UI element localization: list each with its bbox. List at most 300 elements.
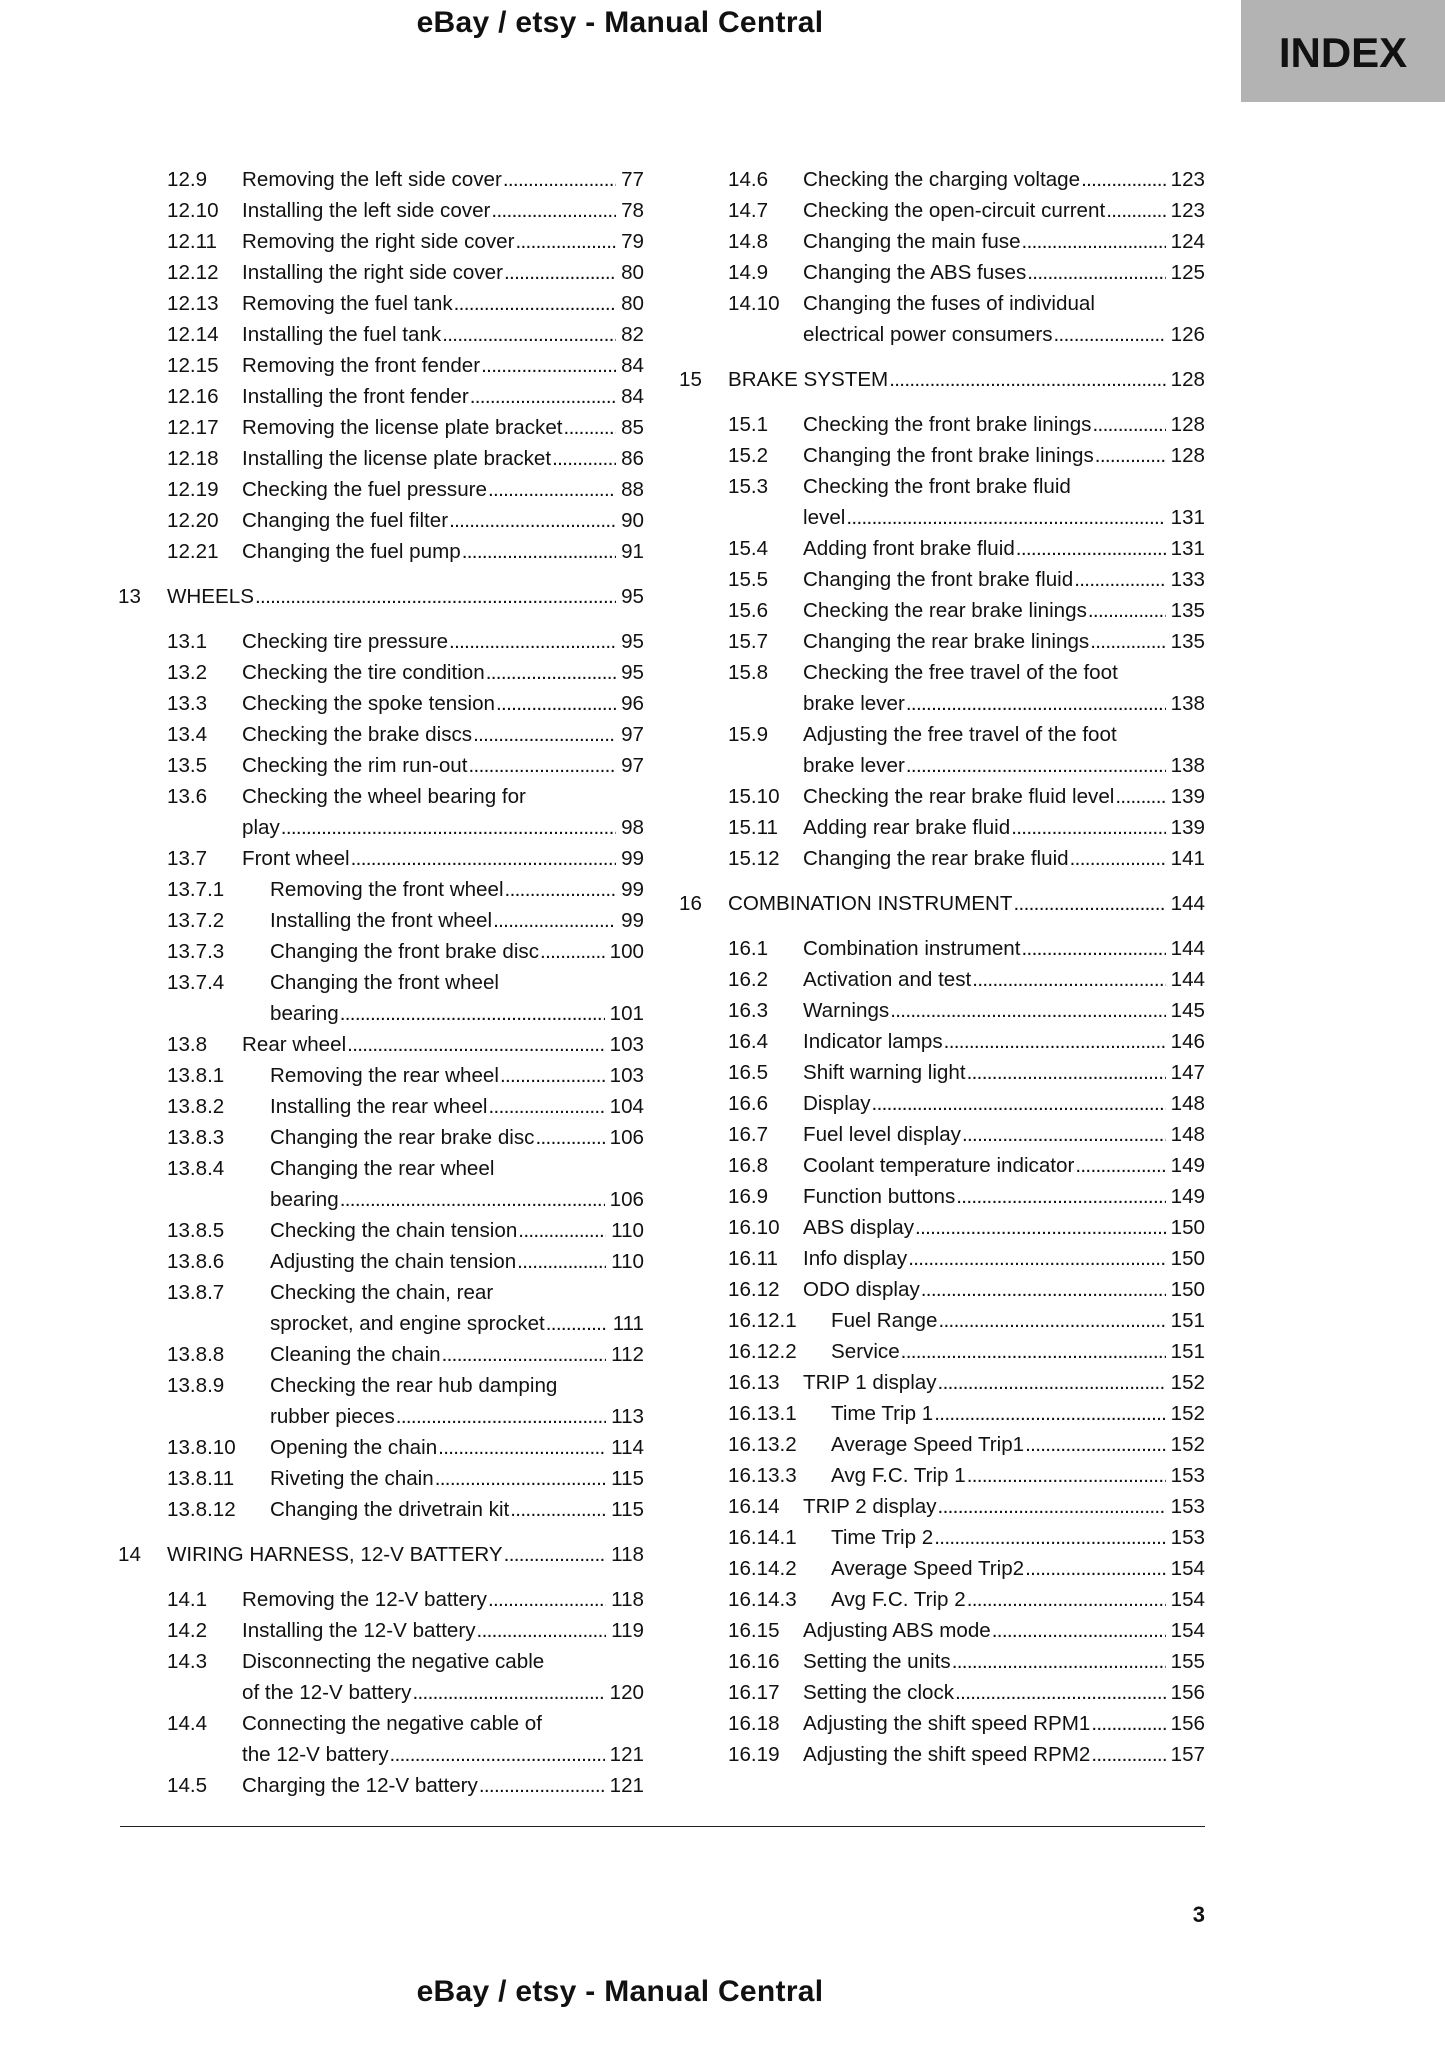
toc-entry-page: 82 [621, 323, 644, 346]
toc-entry [118, 781, 644, 843]
toc-entry-number: 12.10 [167, 199, 219, 222]
toc-entry-page: 103 [609, 1033, 644, 1056]
toc-entry-number: 13 [118, 585, 141, 608]
toc-entry [679, 1088, 1205, 1119]
toc-entry-number: 12.13 [167, 292, 219, 315]
toc-entry [118, 1432, 644, 1463]
toc-dot-leader [1090, 626, 1165, 657]
toc-entry-title: ABS display [803, 1216, 915, 1239]
toc-entry-page: 123 [1170, 199, 1205, 222]
toc-entry-title: Fuel Range [831, 1309, 938, 1332]
toc-entry-page: 78 [621, 199, 644, 222]
toc-dot-leader [944, 1026, 1166, 1057]
toc-entry-page: 131 [1170, 506, 1205, 529]
toc-dot-leader [535, 1122, 604, 1153]
toc-entry-number: 16.3 [728, 999, 769, 1022]
toc-entry-number: 15.6 [728, 599, 769, 622]
toc-dot-leader [504, 257, 616, 288]
toc-entry [679, 533, 1205, 564]
toc-dot-leader [1106, 195, 1165, 226]
toc-entry [118, 1215, 644, 1246]
toc-entry-number: 14.4 [167, 1712, 208, 1735]
toc-entry [118, 905, 644, 936]
toc-entry-title: Removing the 12-V battery [242, 1588, 487, 1611]
toc-entry [118, 657, 644, 688]
toc-entry-number: 14.3 [167, 1650, 208, 1673]
toc-entry-title: Checking the brake discs [242, 723, 473, 746]
toc-entry-number: 16.13.3 [728, 1464, 797, 1487]
toc-entry-title: Time Trip 1 [831, 1402, 934, 1425]
toc-chapter-entry [679, 364, 1205, 395]
footer-divider [120, 1826, 1205, 1827]
toc-entry-number: 15.1 [728, 413, 769, 436]
toc-entry-number: 16.12 [728, 1278, 780, 1301]
toc-entry-number: 12.15 [167, 354, 219, 377]
toc-entry-page: 157 [1170, 1743, 1205, 1766]
toc-entry-number: 16.2 [728, 968, 769, 991]
toc-entry-title: rubber pieces [270, 1405, 395, 1428]
toc-entry-page: 152 [1170, 1433, 1205, 1456]
toc-entry [679, 843, 1205, 874]
toc-entry [679, 1429, 1205, 1460]
toc-dot-leader [477, 1615, 607, 1646]
toc-entry-title: Setting the clock [803, 1681, 955, 1704]
toc-entry [679, 1305, 1205, 1336]
toc-entry-title: Changing the fuses of individual [803, 292, 1095, 315]
toc-entry [118, 257, 644, 288]
toc-entry-page: 112 [611, 1343, 644, 1366]
toc-entry-number: 12.12 [167, 261, 219, 284]
toc-entry-number: 16.13 [728, 1371, 780, 1394]
toc-entry [118, 1494, 644, 1525]
toc-dot-leader [493, 905, 616, 936]
toc-entry [679, 1274, 1205, 1305]
toc-entry-title: Checking the rear hub damping [270, 1374, 558, 1397]
toc-entry [118, 195, 644, 226]
toc-entry [679, 288, 1205, 350]
toc-dot-leader [491, 195, 616, 226]
toc-entry [118, 1029, 644, 1060]
toc-entry-title: Checking the wheel bearing for [242, 785, 526, 808]
toc-entry [118, 1122, 644, 1153]
toc-entry-page: 96 [621, 692, 644, 715]
toc-entry [118, 505, 644, 536]
toc-entry-title: Opening the chain [270, 1436, 438, 1459]
toc-dot-leader [435, 1463, 606, 1494]
toc-entry [679, 1026, 1205, 1057]
toc-entry-title: Indicator lamps [803, 1030, 943, 1053]
toc-entry-number: 14.10 [728, 292, 780, 315]
toc-entry-page: 139 [1170, 816, 1205, 839]
toc-entry-page: 121 [609, 1774, 644, 1797]
toc-dot-leader [1091, 1708, 1165, 1739]
toc-entry-number: 16.5 [728, 1061, 769, 1084]
toc-entry-title: Checking tire pressure [242, 630, 449, 653]
toc-chapter-entry [118, 1539, 644, 1570]
toc-dot-leader [992, 1615, 1166, 1646]
toc-entry [679, 626, 1205, 657]
toc-entry [118, 1615, 644, 1646]
toc-entry-number: 16.14.2 [728, 1557, 797, 1580]
toc-entry-number: 15.2 [728, 444, 769, 467]
toc-entry-number: 15.9 [728, 723, 769, 746]
toc-dot-leader [340, 998, 605, 1029]
toc-dot-leader [846, 502, 1165, 533]
toc-entry-page: 100 [609, 940, 644, 963]
toc-entry-title: Changing the rear wheel [270, 1157, 495, 1180]
toc-dot-leader [517, 1246, 606, 1277]
toc-entry-page: 145 [1170, 999, 1205, 1022]
toc-entry-number: 13.8.7 [167, 1281, 225, 1304]
toc-entry-number: 16.10 [728, 1216, 780, 1239]
toc-entry-number: 16.12.1 [728, 1309, 797, 1332]
toc-entry-number: 13.8.11 [167, 1467, 235, 1490]
toc-entry-page: 153 [1170, 1495, 1205, 1518]
toc-entry-title: Adjusting the free travel of the foot [803, 723, 1117, 746]
toc-entry-title: Warnings [803, 999, 890, 1022]
toc-entry-title: Checking the rim run-out [242, 754, 468, 777]
toc-entry-title: Installing the left side cover [242, 199, 491, 222]
toc-entry-page: 154 [1170, 1557, 1205, 1580]
toc-entry-page: 80 [621, 292, 644, 315]
toc-dot-leader [1025, 1429, 1166, 1460]
toc-entry [118, 1584, 644, 1615]
toc-entry-page: 133 [1170, 568, 1205, 591]
toc-entry-page: 84 [621, 385, 644, 408]
toc-entry-page: 88 [621, 478, 644, 501]
toc-entry-title: Adding front brake fluid [803, 537, 1015, 560]
toc-entry-page: 152 [1170, 1402, 1205, 1425]
toc-entry [118, 1708, 644, 1770]
toc-dot-leader [967, 1057, 1166, 1088]
toc-entry-page: 115 [611, 1467, 644, 1490]
toc-entry-page: 144 [1170, 937, 1205, 960]
toc-entry-title: Activation and test [803, 968, 972, 991]
toc-dot-leader [1022, 226, 1166, 257]
toc-entry-number: 15 [679, 368, 702, 391]
toc-entry-title: COMBINATION INSTRUMENT [728, 892, 1013, 915]
toc-entry [118, 1370, 644, 1432]
toc-entry [679, 1708, 1205, 1739]
toc-entry-title: Shift warning light [803, 1061, 966, 1084]
toc-entry-number: 14.7 [728, 199, 769, 222]
toc-entry-page: 125 [1170, 261, 1205, 284]
toc-entry [118, 536, 644, 567]
toc-dot-leader [1088, 595, 1166, 626]
toc-entry-title: brake lever [803, 692, 905, 715]
header-banner: eBay / etsy - Manual Central [416, 6, 824, 39]
toc-entry [679, 471, 1205, 533]
toc-entry-number: 13.6 [167, 785, 208, 808]
toc-entry [679, 257, 1205, 288]
toc-entry [118, 226, 644, 257]
toc-entry-number: 16.13.1 [728, 1402, 797, 1425]
toc-entry-title: bearing [270, 1002, 339, 1025]
toc-entry [679, 781, 1205, 812]
toc-entry-title: Checking the chain, rear [270, 1281, 494, 1304]
toc-entry-title: Rear wheel [242, 1033, 347, 1056]
toc-entry-title: BRAKE SYSTEM [728, 368, 889, 391]
toc-entry [679, 564, 1205, 595]
toc-entry-page: 144 [1170, 968, 1205, 991]
toc-entry-number: 16.18 [728, 1712, 780, 1735]
toc-entry-number: 16.11 [728, 1247, 779, 1270]
toc-entry-title: Time Trip 2 [831, 1526, 934, 1549]
toc-entry-page: 90 [621, 509, 644, 532]
toc-entry-number: 16.13.2 [728, 1433, 797, 1456]
toc-entry-number: 12.18 [167, 447, 219, 470]
toc-dot-leader [938, 1367, 1166, 1398]
toc-entry-number: 13.2 [167, 661, 208, 684]
toc-chapter-entry [118, 581, 644, 612]
toc-entry-number: 13.8.1 [167, 1064, 225, 1087]
toc-entry-title: Changing the drivetrain kit [270, 1498, 510, 1521]
toc-dot-leader [442, 319, 616, 350]
toc-entry-page: 97 [621, 723, 644, 746]
toc-entry [679, 1615, 1205, 1646]
toc-entry-number: 12.14 [167, 323, 219, 346]
toc-entry-page: 104 [609, 1095, 644, 1118]
toc-entry-number: 16.8 [728, 1154, 769, 1177]
toc-entry-page: 153 [1170, 1526, 1205, 1549]
toc-entry-title: Adjusting the chain tension [270, 1250, 517, 1273]
toc-entry-page: 128 [1170, 413, 1205, 436]
toc-dot-leader [956, 1181, 1165, 1212]
toc-entry-page: 135 [1170, 599, 1205, 622]
toc-dot-leader [505, 874, 617, 905]
toc-entry-number: 13.8.3 [167, 1126, 225, 1149]
toc-dot-leader [1095, 440, 1166, 471]
toc-entry-title: Adding rear brake fluid [803, 816, 1011, 839]
toc-entry-number: 13.5 [167, 754, 208, 777]
toc-dot-leader [967, 1584, 1166, 1615]
toc-entry [679, 1150, 1205, 1181]
toc-entry-title: Coolant temperature indicator [803, 1154, 1075, 1177]
toc-entry-page: 106 [609, 1126, 644, 1149]
toc-entry [679, 1584, 1205, 1615]
toc-entry-title: Removing the license plate bracket [242, 416, 563, 439]
toc-dot-leader [347, 1029, 604, 1060]
toc-entry-page: 128 [1170, 444, 1205, 467]
toc-dot-leader [1081, 164, 1166, 195]
toc-dot-leader [1025, 1553, 1166, 1584]
toc-entry-number: 15.5 [728, 568, 769, 591]
toc-entry [118, 474, 644, 505]
toc-entry-title: Adjusting ABS mode [803, 1619, 991, 1642]
toc-entry-page: 95 [621, 585, 644, 608]
toc-entry-title: Changing the front brake fluid [803, 568, 1074, 591]
toc-dot-leader [449, 505, 616, 536]
toc-dot-leader [1011, 812, 1165, 843]
toc-entry [679, 1057, 1205, 1088]
toc-dot-leader [500, 1060, 605, 1091]
toc-entry-title: Installing the license plate bracket [242, 447, 552, 470]
page-number: 3 [1192, 1902, 1205, 1927]
toc-entry-title: the 12-V battery [242, 1743, 389, 1766]
toc-dot-leader [390, 1739, 605, 1770]
toc-entry-number: 16.16 [728, 1650, 780, 1673]
toc-entry-page: 113 [611, 1405, 644, 1428]
toc-entry-title: Function buttons [803, 1185, 956, 1208]
toc-entry-page: 156 [1170, 1712, 1205, 1735]
toc-dot-leader [489, 1091, 605, 1122]
toc-entry-title: TRIP 1 display [803, 1371, 937, 1394]
toc-entry-page: 79 [621, 230, 644, 253]
toc-entry-page: 135 [1170, 630, 1205, 653]
toc-entry-page: 156 [1170, 1681, 1205, 1704]
toc-entry [679, 964, 1205, 995]
toc-entry [118, 936, 644, 967]
toc-entry [118, 288, 644, 319]
toc-entry-number: 13.8.12 [167, 1498, 236, 1521]
toc-entry [118, 1246, 644, 1277]
toc-dot-leader [552, 443, 616, 474]
toc-entry-number: 15.10 [728, 785, 780, 808]
toc-entry-page: 114 [611, 1436, 644, 1459]
toc-chapter-entry [679, 888, 1205, 919]
toc-dot-leader [934, 1522, 1165, 1553]
toc-entry-title: Checking the spoke tension [242, 692, 496, 715]
toc-entry-page: 103 [609, 1064, 644, 1087]
toc-entry [118, 688, 644, 719]
toc-entry [679, 1677, 1205, 1708]
toc-entry [679, 1491, 1205, 1522]
toc-entry-page: 119 [611, 1619, 644, 1642]
toc-entry-number: 13.7 [167, 847, 208, 870]
toc-entry-page: 138 [1170, 754, 1205, 777]
toc-entry-page: 144 [1170, 892, 1205, 915]
toc-entry-page: 110 [611, 1250, 644, 1273]
toc-entry-page: 111 [612, 1312, 644, 1335]
toc-entry [679, 1739, 1205, 1770]
toc-dot-leader [1075, 1150, 1165, 1181]
toc-entry [118, 412, 644, 443]
toc-dot-leader [908, 1243, 1165, 1274]
toc-dot-leader [1027, 257, 1165, 288]
toc-column-right [679, 164, 1205, 1770]
toc-entry-number: 13.7.1 [167, 878, 225, 901]
toc-entry-number: 12.11 [167, 230, 218, 253]
toc-entry [679, 1460, 1205, 1491]
toc-dot-leader [872, 1088, 1166, 1119]
toc-entry [679, 1212, 1205, 1243]
toc-entry-title: Checking the front brake linings [803, 413, 1092, 436]
toc-dot-leader [1054, 319, 1166, 350]
toc-dot-leader [518, 1215, 606, 1246]
toc-entry-number: 16 [679, 892, 702, 915]
toc-entry [118, 1277, 644, 1339]
toc-entry-page: 118 [611, 1543, 644, 1566]
toc-dot-leader [1115, 781, 1165, 812]
toc-entry-title: Removing the right side cover [242, 230, 515, 253]
toc-dot-leader [396, 1401, 606, 1432]
toc-entry-page: 138 [1170, 692, 1205, 715]
toc-entry [118, 626, 644, 657]
toc-entry-title: Changing the main fuse [803, 230, 1021, 253]
toc-entry-page: 131 [1170, 537, 1205, 560]
toc-entry [118, 967, 644, 1029]
toc-entry-title: Changing the ABS fuses [803, 261, 1027, 284]
toc-entry [679, 195, 1205, 226]
toc-entry-title: Adjusting the shift speed RPM2 [803, 1743, 1091, 1766]
toc-dot-leader [938, 1305, 1165, 1336]
toc-entry-title: brake lever [803, 754, 905, 777]
toc-dot-leader [449, 626, 616, 657]
toc-entry-page: 91 [621, 540, 644, 563]
toc-entry-title: Fuel level display [803, 1123, 961, 1146]
toc-dot-leader [934, 1398, 1165, 1429]
toc-dot-leader [412, 1677, 604, 1708]
toc-entry-page: 128 [1170, 368, 1205, 391]
toc-entry [118, 350, 644, 381]
toc-entry [679, 440, 1205, 471]
toc-entry-page: 95 [621, 630, 644, 653]
toc-entry-number: 13.8 [167, 1033, 208, 1056]
toc-dot-leader [564, 412, 617, 443]
toc-entry-title: Disconnecting the negative cable [242, 1650, 545, 1673]
toc-entry-title: Service [831, 1340, 900, 1363]
toc-entry [679, 164, 1205, 195]
toc-entry-title: WHEELS [167, 585, 254, 608]
toc-entry-page: 124 [1170, 230, 1205, 253]
toc-entry-number: 14.1 [167, 1588, 208, 1611]
toc-entry-number: 13.8.10 [167, 1436, 236, 1459]
toc-dot-leader [479, 1770, 605, 1801]
toc-entry-title: Connecting the negative cable of [242, 1712, 542, 1735]
toc-dot-leader [952, 1646, 1166, 1677]
toc-dot-leader [351, 843, 616, 874]
toc-entry-title: Checking the charging voltage [803, 168, 1081, 191]
toc-entry-page: 150 [1170, 1216, 1205, 1239]
toc-entry-number: 15.12 [728, 847, 780, 870]
toc-entry-title: WIRING HARNESS, 12-V BATTERY [167, 1543, 503, 1566]
toc-entry-page: 149 [1170, 1185, 1205, 1208]
toc-entry [118, 1060, 644, 1091]
toc-entry-title: Average Speed Trip2 [831, 1557, 1025, 1580]
toc-entry-number: 14.6 [728, 168, 769, 191]
toc-dot-leader [901, 1336, 1166, 1367]
toc-entry-number: 13.1 [167, 630, 208, 653]
toc-entry-number: 14.9 [728, 261, 769, 284]
toc-entry-number: 16.12.2 [728, 1340, 797, 1363]
toc-entry-title: Combination instrument [803, 937, 1021, 960]
toc-entry-number: 16.14 [728, 1495, 780, 1518]
toc-entry-page: 141 [1170, 847, 1205, 870]
toc-entry-title: Changing the rear brake disc [270, 1126, 535, 1149]
toc-entry-page: 139 [1170, 785, 1205, 808]
toc-entry-page: 150 [1170, 1278, 1205, 1301]
toc-entry-page: 150 [1170, 1247, 1205, 1270]
toc-entry-title: Installing the front wheel [270, 909, 493, 932]
toc-entry [679, 657, 1205, 719]
toc-dot-leader [470, 381, 616, 412]
toc-entry-title: Installing the rear wheel [270, 1095, 488, 1118]
toc-entry-number: 13.8.8 [167, 1343, 225, 1366]
toc-entry-number: 13.8.5 [167, 1219, 225, 1242]
toc-entry-title: bearing [270, 1188, 339, 1211]
toc-entry-page: 106 [609, 1188, 644, 1211]
toc-entry-number: 16.6 [728, 1092, 769, 1115]
toc-entry [679, 1646, 1205, 1677]
toc-dot-leader [1016, 533, 1166, 564]
toc-entry-page: 147 [1170, 1061, 1205, 1084]
toc-entry-page: 120 [609, 1681, 644, 1704]
toc-dot-leader [1021, 933, 1165, 964]
toc-entry [679, 1522, 1205, 1553]
toc-dot-leader [955, 1677, 1166, 1708]
toc-dot-leader [486, 657, 616, 688]
toc-entry [679, 812, 1205, 843]
